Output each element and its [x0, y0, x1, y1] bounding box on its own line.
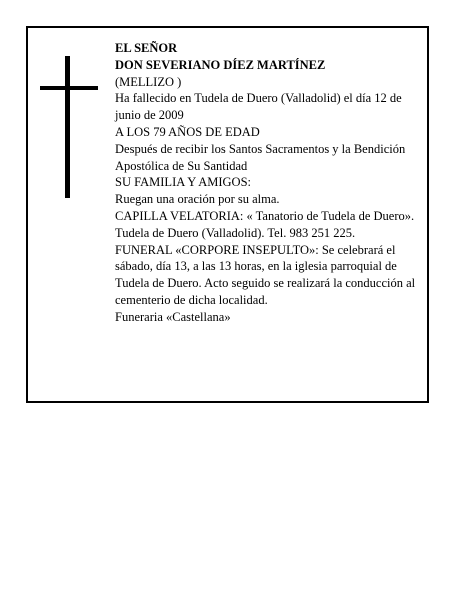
chapel-info: CAPILLA VELATORIA: « Tanatorio de Tudela de Duero». Tudela de Duero (Valladolid). Tel. 983 251 225. — [115, 208, 415, 240]
obituary-text — [115, 40, 427, 326]
latin-cross-icon — [40, 56, 98, 198]
obituary-notice — [26, 26, 429, 403]
cross-vertical-bar — [65, 56, 70, 198]
funeral-home: Funeraria «Castellana» — [115, 309, 231, 324]
nickname: (MELLIZO ) — [115, 74, 182, 89]
death-info: Ha fallecido en Tudela de Duero (Valladolid) el día 12 de junio de 2009 — [115, 91, 402, 123]
family-heading: SU FAMILIA Y AMIGOS: — [115, 175, 252, 190]
title-line-1: EL SEÑOR — [115, 41, 178, 55]
deceased-name: DON SEVERIANO DÍEZ MARTÍNEZ — [115, 57, 326, 72]
sacraments-line: Después de recibir los Santos Sacramentos y la Bendición Apostólica de Su Santidad — [115, 141, 406, 173]
prayer-request: Ruegan una oración por su alma. — [115, 192, 280, 207]
age-line: A LOS 79 AÑOS DE EDAD — [115, 124, 260, 139]
funeral-info: FUNERAL «CORPORE INSEPULTO»: Se celebrará el sábado, día 13, a las 13 horas, en la iglesia parroquial de Tudela de Duero. Acto seguido se realizará la conducción al cementerio de dicha localidad. — [115, 242, 416, 307]
cross-horizontal-bar — [40, 86, 98, 90]
